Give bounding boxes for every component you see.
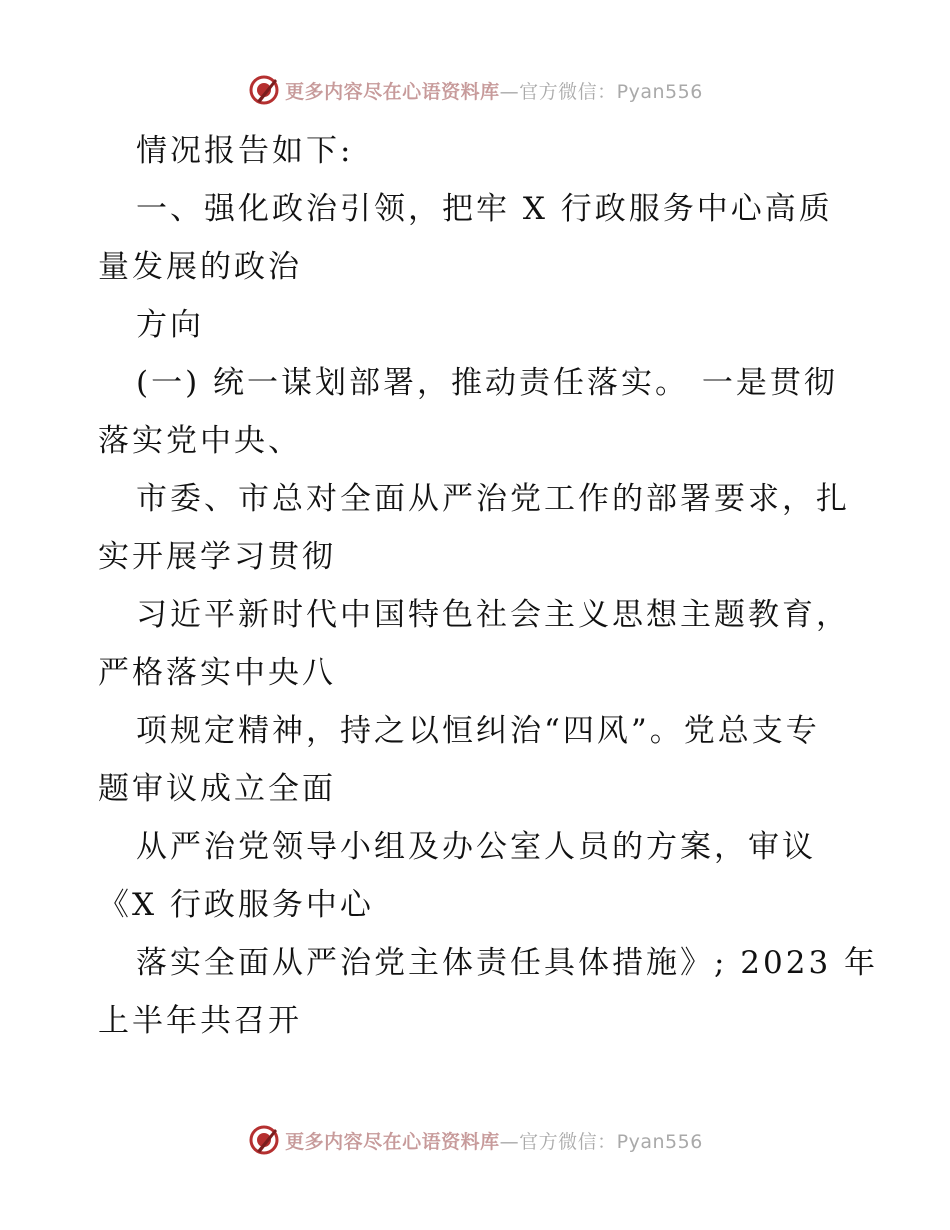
quill-seal-logo-icon [247, 1123, 281, 1157]
text-line: 项规定精神，持之以恒纠治“四风”。党总支专 [136, 713, 820, 749]
text-line: 量发展的政治 [98, 249, 302, 285]
text-line: 一、强化政治引领，把牢 X 行政服务中心高质 [136, 191, 833, 227]
document-body [98, 122, 879, 1050]
text-line: 《X 行政服务中心 [98, 887, 374, 923]
text-line: 落实全面从严治党主体责任具体措施》; 2023 年 [136, 945, 879, 981]
text-line: 题审议成立全面 [98, 771, 336, 807]
watermark-text: 更多内容尽在心语资料库—官方微信：Pyan556 [285, 1130, 703, 1153]
text-line: (一) 统一谋划部署，推动责任落实。 一是贯彻 [136, 365, 838, 401]
text-line: 情况报告如下: [136, 133, 354, 169]
text-line: 从严治党领导小组及办公室人员的方案，审议 [136, 829, 816, 865]
watermark-text: 更多内容尽在心语资料库—官方微信：Pyan556 [285, 80, 703, 103]
header-watermark [0, 70, 950, 110]
text-line: 习近平新时代中国特色社会主义思想主题教育， [136, 597, 850, 633]
text-line: 落实党中央、 [98, 423, 302, 459]
text-line: 上半年共召开 [98, 1003, 302, 1039]
quill-seal-logo-icon [247, 73, 281, 107]
text-line: 严格落实中央八 [98, 655, 336, 691]
text-line: 实开展学习贯彻 [98, 539, 336, 575]
text-line: 方向 [136, 307, 204, 343]
footer-watermark [0, 1120, 950, 1160]
text-line: 市委、市总对全面从严治党工作的部署要求，扎 [136, 481, 850, 517]
